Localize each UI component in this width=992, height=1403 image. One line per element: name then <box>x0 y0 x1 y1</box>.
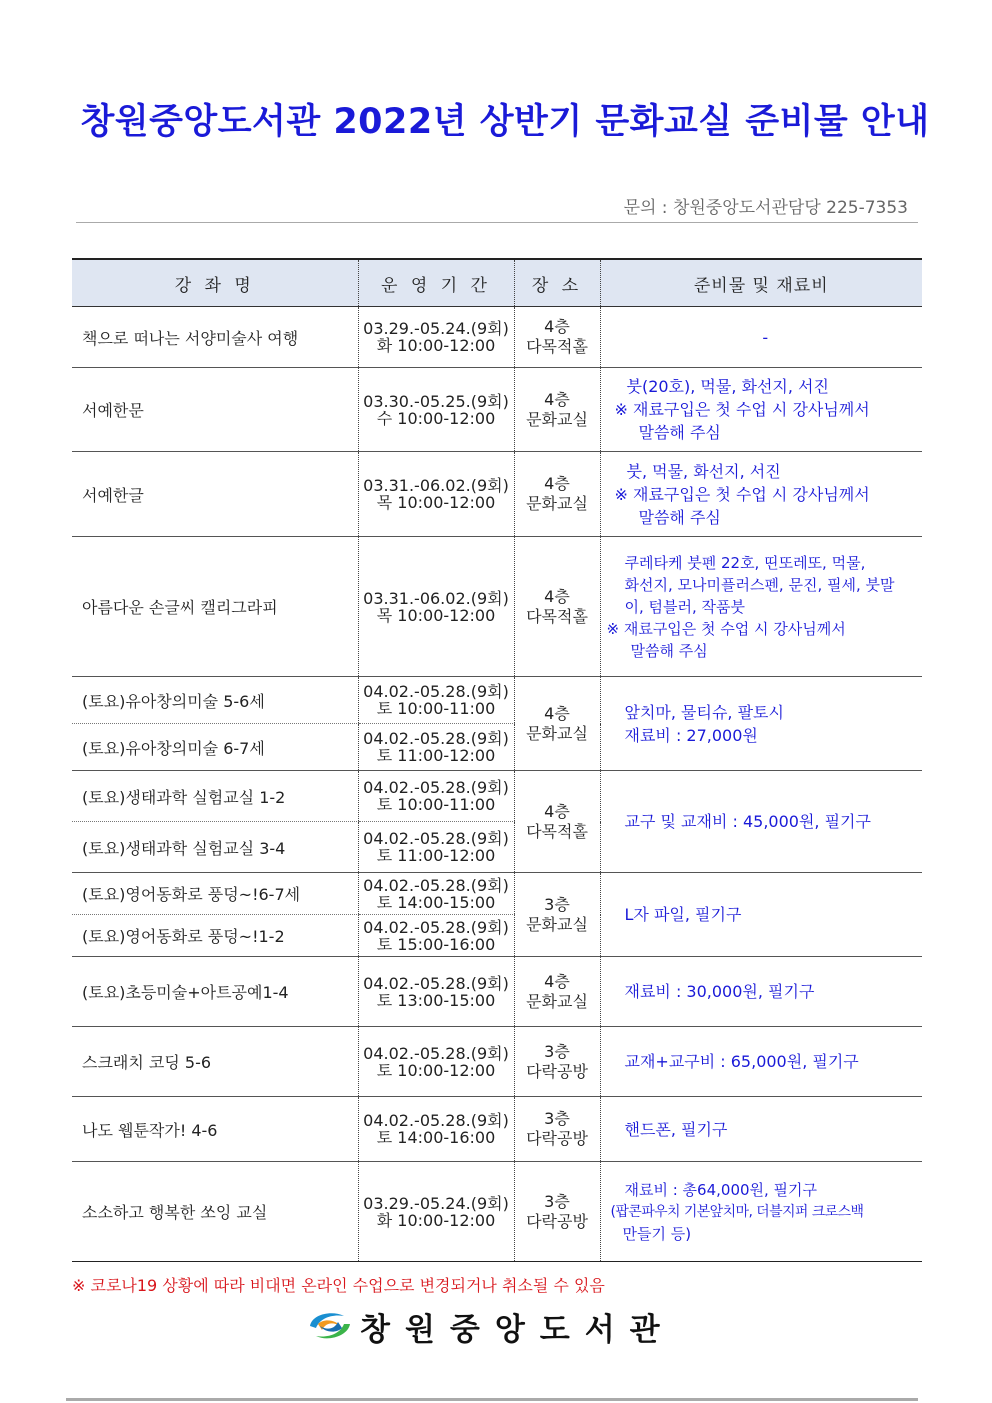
course-period: 04.02.-05.28.(9회) 토 14:00-15:00 <box>358 873 514 915</box>
course-period: 03.29.-05.24.(9회) 화 10:00-12:00 <box>358 307 514 368</box>
course-name: (토요)영어동화로 풍덩~!6-7세 <box>72 873 358 915</box>
course-period: 04.02.-05.28.(9회) 토 10:00-12:00 <box>358 1027 514 1097</box>
course-name: 서예한문 <box>72 368 358 452</box>
covid-notice: ※ 코로나19 상황에 따라 비대면 온라인 수업으로 변경되거나 취소될 수 있음 <box>72 1276 605 1295</box>
course-period: 04.02.-05.28.(9회) 토 11:00-12:00 <box>358 822 514 873</box>
table-row <box>72 452 922 537</box>
course-period: 04.02.-05.28.(9회) 토 11:00-12:00 <box>358 724 514 771</box>
course-materials: 쿠레타케 붓펜 22호, 띤또레또, 먹물, 화선지, 모나미플러스펜, 문진, 필세, 붓말 이, 텀블러, 작품붓 ※ 재료구입은 첫 수업 시 강사님께서 말씀해 주심 <box>600 537 922 677</box>
table-row <box>72 677 922 724</box>
course-name: (토요)유아창의미술 5-6세 <box>72 677 358 724</box>
course-period: 04.02.-05.28.(9회) 토 13:00-15:00 <box>358 957 514 1027</box>
course-period: 03.31.-06.02.(9회) 목 10:00-12:00 <box>358 537 514 677</box>
course-period: 04.02.-05.28.(9회) 토 10:00-11:00 <box>358 771 514 822</box>
course-materials: 앞치마, 물티슈, 팔토시 재료비 : 27,000원 <box>600 677 922 771</box>
library-logo <box>306 1304 675 1348</box>
course-period: 04.02.-05.28.(9회) 토 14:00-16:00 <box>358 1097 514 1162</box>
course-place: 4층 다목적홀 <box>514 771 600 873</box>
course-name: 책으로 떠나는 서양미술사 여행 <box>72 307 358 368</box>
table-row <box>72 1162 922 1262</box>
course-period: 03.31.-06.02.(9회) 목 10:00-12:00 <box>358 452 514 537</box>
course-materials: 붓, 먹물, 화선지, 서진 ※ 재료구입은 첫 수업 시 강사님께서 말씀해 주심 <box>600 452 922 537</box>
course-place: 3층 다락공방 <box>514 1027 600 1097</box>
header-course-name: 강 좌 명 <box>72 259 358 307</box>
table-row <box>72 957 922 1027</box>
library-logo-icon <box>306 1308 354 1344</box>
course-place: 4층 문화교실 <box>514 677 600 771</box>
bottom-divider <box>66 1398 918 1401</box>
library-name: 창원중앙도서관 <box>360 1311 675 1348</box>
header-period: 운 영 기 간 <box>358 259 514 307</box>
course-period: 03.30.-05.25.(9회) 수 10:00-12:00 <box>358 368 514 452</box>
course-name: 나도 웹툰작가! 4-6 <box>72 1097 358 1162</box>
course-name: (토요)생태과학 실험교실 3-4 <box>72 822 358 873</box>
table-row <box>72 1027 922 1097</box>
course-name: 스크래치 코딩 5-6 <box>72 1027 358 1097</box>
course-place: 3층 다락공방 <box>514 1162 600 1262</box>
course-name: 아름다운 손글씨 캘리그라피 <box>72 537 358 677</box>
course-name: 서예한글 <box>72 452 358 537</box>
schedule-table <box>72 258 922 1262</box>
table-row <box>72 771 922 822</box>
header-materials: 준비물 및 재료비 <box>600 259 922 307</box>
course-name: (토요)초등미술+아트공예1-4 <box>72 957 358 1027</box>
page-title: 창원중앙도서관 2022년 상반기 문화교실 준비물 안내 <box>80 102 930 142</box>
header-place: 장 소 <box>514 259 600 307</box>
course-place: 4층 문화교실 <box>514 452 600 537</box>
course-place: 3층 문화교실 <box>514 873 600 957</box>
course-period: 04.02.-05.28.(9회) 토 10:00-11:00 <box>358 677 514 724</box>
course-materials: 교재+교구비 : 65,000원, 필기구 <box>600 1027 922 1097</box>
table-row <box>72 537 922 677</box>
course-materials: 재료비 : 30,000원, 필기구 <box>600 957 922 1027</box>
contact-info: 문의 : 창원중앙도서관담당 225-7353 <box>623 198 908 218</box>
course-place: 4층 문화교실 <box>514 368 600 452</box>
table-header-row <box>72 259 922 307</box>
course-materials: 교구 및 교재비 : 45,000원, 필기구 <box>600 771 922 873</box>
course-period: 04.02.-05.28.(9회) 토 15:00-16:00 <box>358 915 514 957</box>
table-row <box>72 1097 922 1162</box>
table-row <box>72 368 922 452</box>
course-place: 4층 다목적홀 <box>514 537 600 677</box>
course-period: 03.29.-05.24.(9회) 화 10:00-12:00 <box>358 1162 514 1262</box>
course-materials: L자 파일, 필기구 <box>600 873 922 957</box>
course-materials: - <box>600 307 922 368</box>
course-place: 3층 다락공방 <box>514 1097 600 1162</box>
course-materials: 재료비 : 총64,000원, 필기구 (팝콘파우치 기본앞치마, 더블지퍼 크로스백 만들기 등) <box>600 1162 922 1262</box>
course-name: (토요)생태과학 실험교실 1-2 <box>72 771 358 822</box>
table-row <box>72 873 922 915</box>
table-row <box>72 307 922 368</box>
top-divider <box>76 222 918 223</box>
course-place: 4층 다목적홀 <box>514 307 600 368</box>
course-name: 소소하고 행복한 쏘잉 교실 <box>72 1162 358 1262</box>
course-materials: 핸드폰, 필기구 <box>600 1097 922 1162</box>
course-name: (토요)유아창의미술 6-7세 <box>72 724 358 771</box>
course-name: (토요)영어동화로 풍덩~!1-2 <box>72 915 358 957</box>
course-materials: 붓(20호), 먹물, 화선지, 서진 ※ 재료구입은 첫 수업 시 강사님께서 말씀해 주심 <box>600 368 922 452</box>
course-place: 4층 문화교실 <box>514 957 600 1027</box>
